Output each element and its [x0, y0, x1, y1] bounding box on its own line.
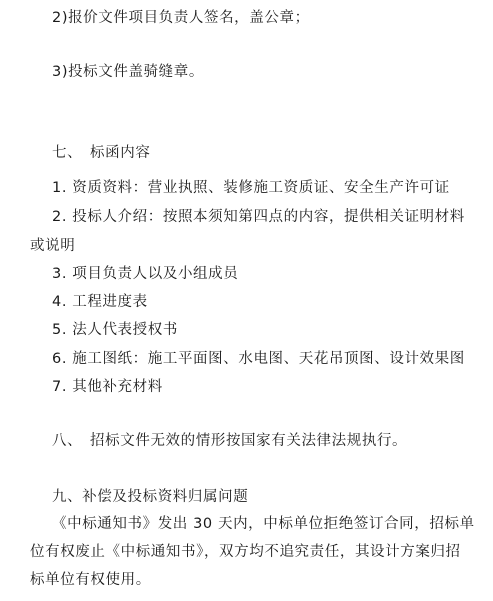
section-heading-8: 八、 招标文件无效的情形按国家有关法律法规执行。 — [52, 433, 408, 449]
paragraph-line: 《中标通知书》发出 30 天内，中标单位拒绝签订合同，招标单 — [52, 516, 475, 532]
list-item: 4. 工程进度表 — [52, 294, 148, 310]
list-item: 2. 投标人介绍：按照本须知第四点的内容，提供相关证明材料 — [52, 209, 465, 225]
paragraph-line: 位有权废止《中标通知书》，双方均不追究责任，其设计方案归招 — [30, 544, 461, 560]
section-heading-9: 九、补偿及投标资料归属问题 — [52, 489, 249, 505]
paragraph-line: 标单位有权使用。 — [30, 572, 151, 588]
list-item: 3. 项目负责人以及小组成员 — [52, 266, 239, 282]
text-line: 3)投标文件盖骑缝章。 — [52, 64, 204, 80]
text-line: 2)报价文件项目负责人签名，盖公章； — [52, 10, 310, 26]
list-item: 5. 法人代表授权书 — [52, 322, 178, 338]
list-item: 1. 资质资料：营业执照、装修施工资质证、安全生产许可证 — [52, 180, 450, 196]
list-item: 7. 其他补充材料 — [52, 379, 163, 395]
list-item: 6. 施工图纸：施工平面图、水电图、天花吊顶图、设计效果图 — [52, 351, 465, 367]
text-line: 或说明 — [30, 238, 76, 254]
section-heading-7: 七、 标函内容 — [52, 145, 151, 161]
